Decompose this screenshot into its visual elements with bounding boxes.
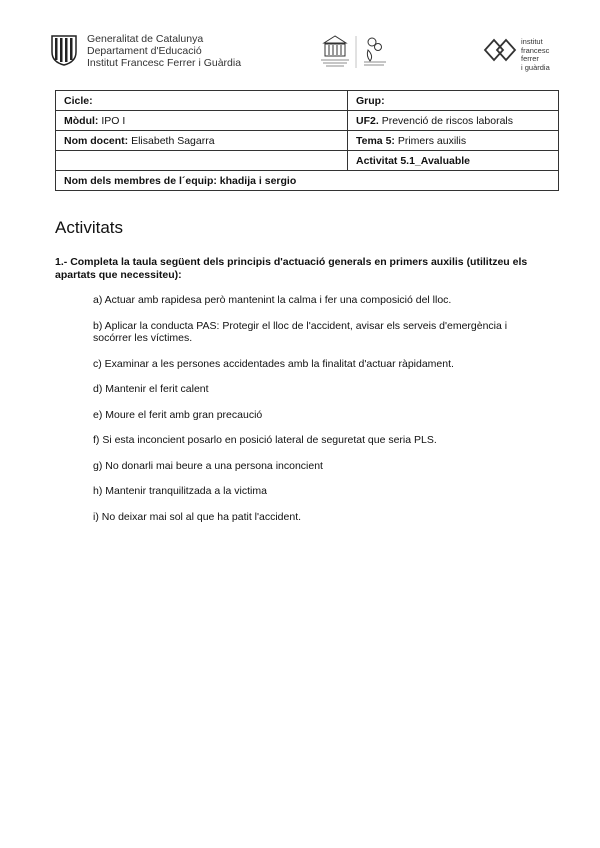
uf-label: UF2. [356, 114, 379, 127]
school-logo-icon [482, 36, 518, 64]
table-row [56, 131, 559, 151]
activitat-cell: Activitat 5.1_Avaluable [348, 151, 559, 171]
list-item: c) Examinar a les persones accidentades amb la finalitat d'actuar ràpidament. [93, 357, 454, 370]
section-title: Activitats [55, 218, 124, 237]
list-item: b) Aplicar la conducta PAS: Protegir el lloc de l'accident, avisar els serveis d'emergència i socórrer les víctimes. [93, 319, 508, 344]
tema-value: Primers auxilis [397, 134, 467, 147]
modul-value: IPO I [101, 114, 126, 127]
tema-cell [348, 131, 559, 151]
list-item: f) Si esta inconcient posarlo en posició lateral de seguretat que seria PLS. [93, 434, 437, 446]
table-row [56, 171, 559, 191]
cicle-cell: Cicle: [56, 91, 348, 111]
grup-cell: Grup: [348, 91, 559, 111]
docent-cell [56, 131, 348, 151]
school-logo-text: institut francesc ferrer i guàrdia [521, 37, 550, 72]
organization-name: Generalitat de Catalunya Departament d'Educació Institut Francesc Ferrer i Guàrdia [87, 33, 242, 69]
docent-label: Nom docent: [64, 134, 129, 147]
table-row [56, 151, 559, 171]
info-table [55, 90, 559, 191]
list-item: g) No donarli mai beure a una persona inconcient [93, 459, 323, 472]
answer-list [93, 294, 538, 536]
list-item: a) Actuar amb rapidesa però mantenint la calma i fer una composició del lloc. [93, 294, 452, 306]
table-row [56, 111, 559, 131]
modul-cell [56, 111, 348, 131]
docent-value: Elisabeth Sagarra [131, 134, 215, 147]
list-item: i) No deixar mai sol al que ha patit l'accident. [93, 510, 302, 523]
unesco-logo-icon [320, 34, 400, 70]
table-row [56, 91, 559, 111]
question-text [55, 256, 560, 282]
uf-cell [348, 111, 559, 131]
list-item: d) Mantenir el ferit calent [93, 383, 209, 395]
question-number: 1.- [55, 256, 68, 268]
gencat-logo-icon [50, 34, 78, 66]
equip-value: khadija i sergio [219, 174, 297, 187]
list-item: h) Mantenir tranquilitzada a la victima [93, 485, 267, 497]
modul-label: Mòdul: [64, 114, 99, 127]
page-header [50, 30, 560, 80]
list-item: e) Moure el ferit amb gran precaució [93, 408, 263, 421]
uf-value: Prevenció de riscos laborals [381, 114, 513, 127]
empty-cell [56, 151, 348, 171]
equip-label: Nom dels membres de l´equip: [64, 174, 217, 187]
question-body: Completa la taula següent dels principis d'actuació generals en primers auxilis (utilitzeu els apartats que necessiteu): [55, 256, 528, 281]
tema-label: Tema 5: [356, 134, 395, 147]
equip-cell [56, 171, 559, 191]
